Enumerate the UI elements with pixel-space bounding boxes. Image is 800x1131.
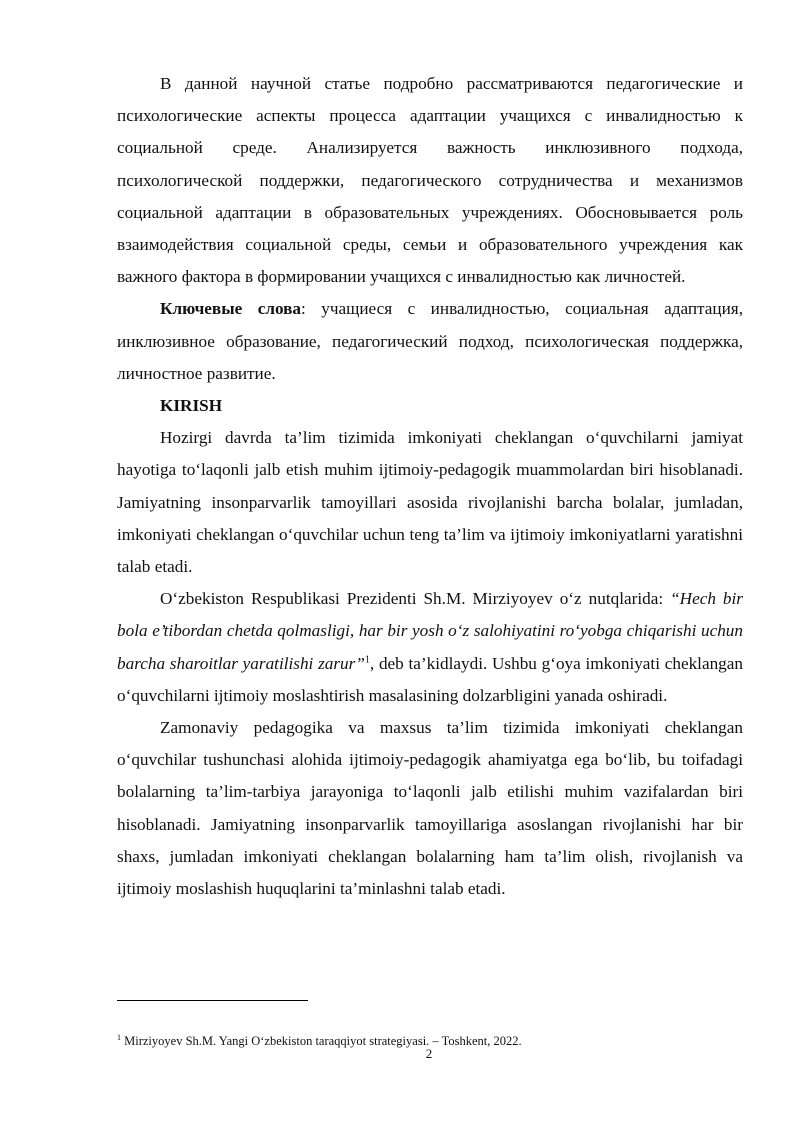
paragraph-lead: Oʻzbekiston Respublikasi Prezidenti Sh.M. Mirziyoyev oʻz nutqlarida: <box>160 589 671 609</box>
footnote-text: Mirziyoyev Sh.M. Yangi Oʻzbekiston taraqqiyot strategiyasi. – Toshkent, 2022. <box>121 1034 522 1049</box>
paragraph-tail: , deb ta’kidlaydi. Ushbu gʻoya imkoniyati cheklangan oʻquvchilarni ijtimoiy moslashtirish masalasining dolzarbligini yanada oshiradi. <box>117 653 743 705</box>
footnote-divider <box>117 1000 308 1001</box>
keywords-text: : учащиеся с инвалидностью, социальная адаптация, инклюзивное образование, педагогический подход, психологическая поддержка, личностное развитие. <box>117 299 743 383</box>
intro-paragraph-3: Zamonaviy pedagogika va maxsus ta’lim tizimida imkoniyati cheklangan oʻquvchilar tushunchasi alohida ijtimoiy-pedagogik ahamiyatga ega boʻlib, bu toifadagi bolalarning ta’lim-tarbiya jarayoniga toʻlaqonli jalb etilishi muhim vazifalardan biri hisoblanadi. Jamiyatning insonparvarlik tamoyillariga asoslangan rivojlanishi har bir shaxs, jumladan imkoniyati cheklangan bolalarning ham ta’lim olish, rivojlanish va ijtimoiy moslashish huquqlarini ta’minlashni talab etadi. <box>117 718 743 899</box>
page-number: 2 <box>425 1046 433 1061</box>
footnote-reference[interactable]: 1 <box>364 653 370 665</box>
intro-paragraph-1: Hozirgi davrda ta’lim tizimida imkoniyati cheklangan oʻquvchilarni jamiyat hayotiga toʻlaqonli jalb etish muhim ijtimoiy-pedagogik muammolardan biri hisoblanadi. Jamiyatning insonparvarlik tamoyillari asosida rivojlanishi barcha bolalar, jumladan, imkoniyati cheklangan oʻquvchilar uchun teng ta’lim va ijtimoiy imkoniyatlarni yaratishni talab etadi. <box>117 428 743 577</box>
intro-paragraph-2 <box>117 583 743 712</box>
section-heading: KIRISH <box>160 396 223 416</box>
president-quote: “Hech bir bola e’tibordan chetda qolmasligi, har bir yosh oʻz salohiyatini roʻyobga chiqarishi uchun barcha sharoitlar yaratilishi zarur” <box>117 589 743 673</box>
keywords-paragraph <box>117 293 743 390</box>
abstract-paragraph: В данной научной статье подробно рассматриваются педагогические и психологические аспекты процесса адаптации учащихся с инвалидностью к социальной среде. Анализируется важность инклюзивного подхода, психологической поддержки, педагогического сотрудничества и механизмов социальной адаптации в образовательных учреждениях. Обосновывается роль взаимодействия социальной среды, семьи и образовательного учреждения как важного фактора в формировании учащихся с инвалидностью как личностей. <box>117 74 743 287</box>
keywords-label: Ключевые слова <box>160 299 302 319</box>
body-text <box>117 68 743 905</box>
footnote-number: 1 <box>117 1033 121 1042</box>
